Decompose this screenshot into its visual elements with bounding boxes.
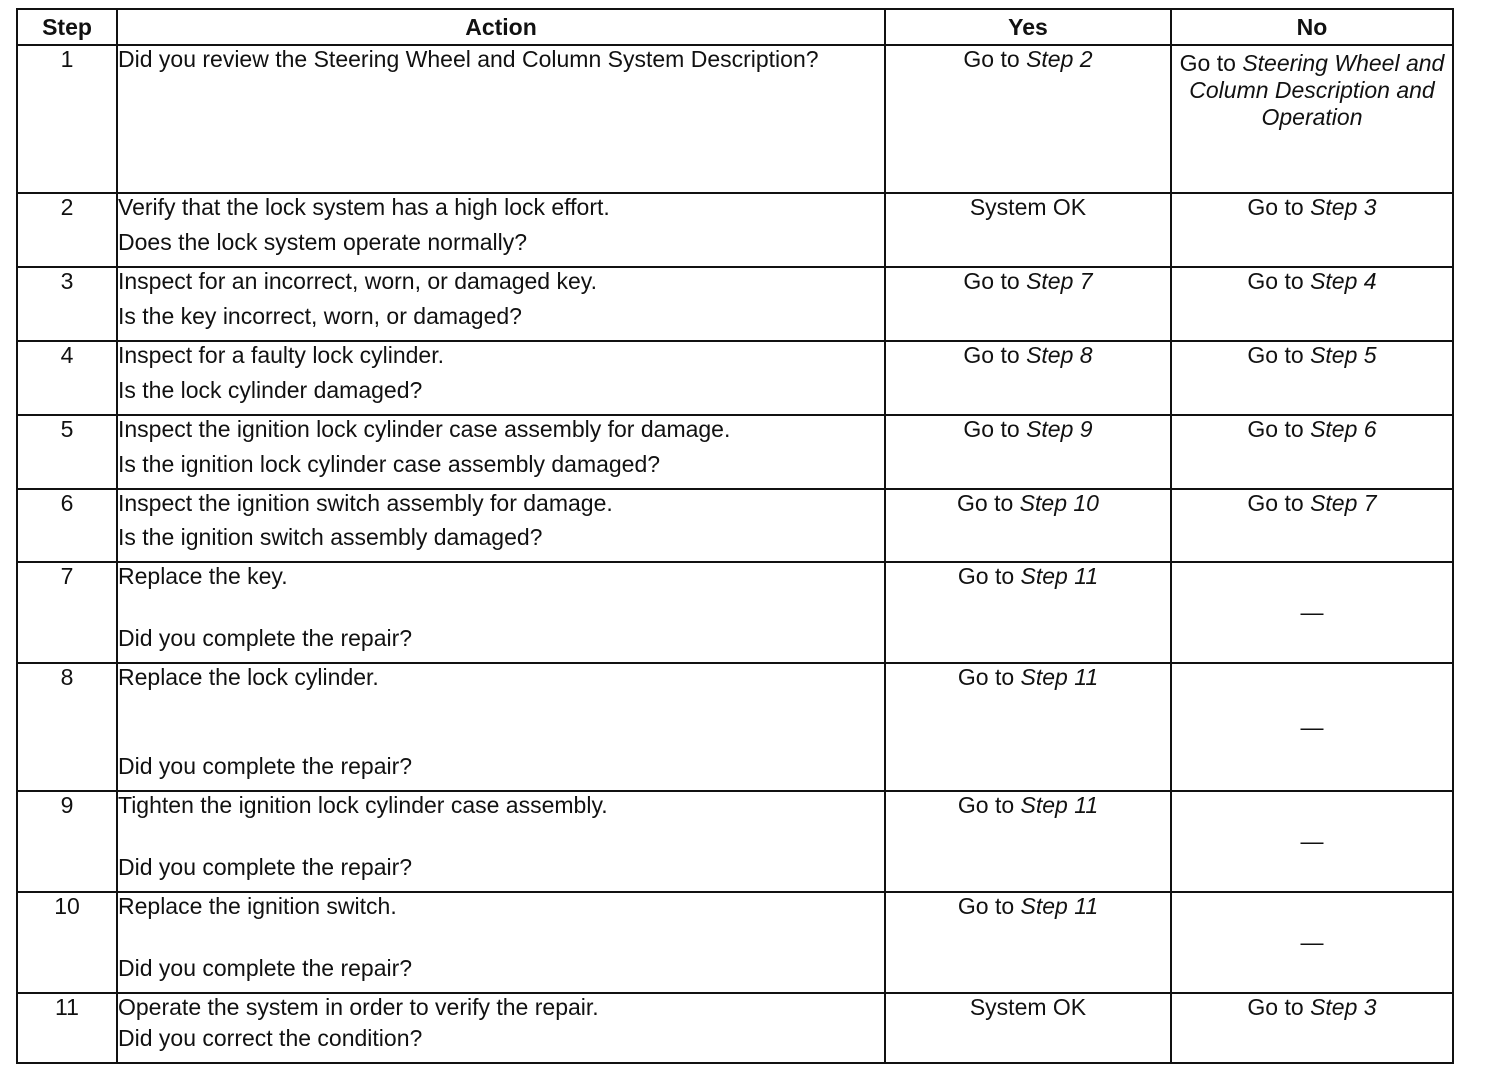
yes-goto-target[interactable]: Step 7 bbox=[1026, 268, 1093, 294]
yes-goto-prefix: Go to bbox=[957, 893, 1021, 919]
action-lines bbox=[118, 792, 884, 881]
table-row bbox=[17, 267, 1453, 341]
yes-result-cell bbox=[885, 489, 1171, 562]
yes-goto-prefix: Go to bbox=[957, 664, 1021, 690]
action-instruction: Verify that the lock system has a high lock effort. bbox=[118, 194, 610, 220]
action-question: Does the lock system operate normally? bbox=[118, 229, 528, 255]
action-instruction: Replace the key. bbox=[118, 563, 288, 589]
header-yes: Yes bbox=[885, 9, 1171, 45]
step-number: 2 bbox=[60, 194, 74, 220]
yes-result-cell bbox=[885, 415, 1171, 489]
yes-result-cell bbox=[885, 892, 1171, 993]
yes-goto-prefix: Go to bbox=[963, 342, 1027, 368]
table-row bbox=[17, 993, 1453, 1063]
action-instruction: Replace the lock cylinder. bbox=[118, 664, 379, 690]
yes-result-cell bbox=[885, 341, 1171, 415]
step-number-cell bbox=[17, 791, 117, 892]
step-number: 9 bbox=[60, 792, 74, 818]
no-result-cell bbox=[1171, 489, 1453, 562]
step-number-cell bbox=[17, 562, 117, 663]
yes-goto-prefix: Go to bbox=[957, 563, 1021, 589]
yes-goto-prefix: Go to bbox=[957, 490, 1020, 516]
yes-result-cell bbox=[885, 193, 1171, 267]
table-row bbox=[17, 489, 1453, 562]
action-lines bbox=[118, 994, 884, 1052]
yes-goto-prefix: Go to bbox=[963, 268, 1027, 294]
action-question: Is the key incorrect, worn, or damaged? bbox=[118, 303, 522, 329]
step-number: 5 bbox=[60, 416, 74, 442]
header-row bbox=[17, 9, 1453, 45]
no-goto-prefix: Go to bbox=[1179, 50, 1243, 76]
action-instruction: Inspect for an incorrect, worn, or damaged key. bbox=[118, 268, 597, 294]
yes-goto-target[interactable]: Step 8 bbox=[1026, 342, 1093, 368]
action-cell bbox=[117, 267, 885, 341]
action-cell bbox=[117, 193, 885, 267]
yes-goto-target[interactable]: Step 10 bbox=[1019, 490, 1099, 516]
step-number-cell bbox=[17, 45, 117, 193]
no-result-cell bbox=[1171, 45, 1453, 193]
action-cell bbox=[117, 415, 885, 489]
action-question: Did you complete the repair? bbox=[118, 854, 413, 880]
no-action-dash: — bbox=[1300, 929, 1324, 955]
action-instruction: Replace the ignition switch. bbox=[118, 893, 397, 919]
action-lines bbox=[118, 893, 884, 982]
step-number-cell bbox=[17, 341, 117, 415]
header-step: Step bbox=[17, 9, 117, 45]
action-cell bbox=[117, 341, 885, 415]
action-question: Is the lock cylinder damaged? bbox=[118, 377, 423, 403]
step-number: 4 bbox=[60, 342, 74, 368]
no-result-cell bbox=[1171, 791, 1453, 892]
yes-result-text: System OK bbox=[969, 194, 1087, 220]
action-lines bbox=[118, 194, 884, 256]
no-goto-target[interactable]: Step 6 bbox=[1310, 416, 1377, 442]
yes-goto-prefix: Go to bbox=[963, 416, 1027, 442]
action-cell bbox=[117, 892, 885, 993]
action-question: Is the ignition switch assembly damaged? bbox=[118, 524, 543, 550]
action-instruction: Did you review the Steering Wheel and Column System Description? bbox=[118, 46, 819, 72]
action-instruction: Inspect the ignition switch assembly for damage. bbox=[118, 490, 613, 516]
step-number: 3 bbox=[60, 268, 74, 294]
action-lines bbox=[118, 416, 884, 478]
yes-goto-target[interactable]: Step 11 bbox=[1020, 563, 1099, 589]
no-result-cell bbox=[1171, 267, 1453, 341]
step-number: 10 bbox=[54, 893, 80, 919]
action-question: Did you complete the repair? bbox=[118, 955, 413, 981]
no-result-cell bbox=[1171, 193, 1453, 267]
no-result-cell bbox=[1171, 341, 1453, 415]
no-goto-prefix: Go to bbox=[1247, 268, 1311, 294]
no-action-dash: — bbox=[1300, 713, 1324, 740]
no-goto-prefix: Go to bbox=[1247, 416, 1311, 442]
no-goto-target[interactable]: Step 5 bbox=[1310, 342, 1377, 368]
yes-goto-target[interactable]: Step 2 bbox=[1026, 46, 1093, 72]
yes-result-text: System OK bbox=[969, 994, 1087, 1020]
no-goto-target[interactable]: Step 7 bbox=[1310, 490, 1377, 516]
no-goto-prefix: Go to bbox=[1247, 342, 1311, 368]
action-lines bbox=[118, 268, 884, 330]
action-lines bbox=[118, 46, 884, 182]
step-number: 11 bbox=[55, 994, 79, 1020]
action-lines bbox=[118, 664, 884, 780]
yes-result-cell bbox=[885, 791, 1171, 892]
action-cell bbox=[117, 45, 885, 193]
yes-goto-target[interactable]: Step 11 bbox=[1020, 792, 1099, 818]
table-row bbox=[17, 562, 1453, 663]
action-cell bbox=[117, 562, 885, 663]
action-question: Did you complete the repair? bbox=[118, 625, 413, 651]
action-cell bbox=[117, 663, 885, 791]
yes-goto-target[interactable]: Step 9 bbox=[1026, 416, 1093, 442]
action-cell bbox=[117, 489, 885, 562]
table-row bbox=[17, 415, 1453, 489]
table-row bbox=[17, 892, 1453, 993]
step-number-cell bbox=[17, 415, 117, 489]
step-number-cell bbox=[17, 267, 117, 341]
table-row bbox=[17, 193, 1453, 267]
no-goto-prefix: Go to bbox=[1247, 994, 1311, 1020]
yes-goto-target[interactable]: Step 11 bbox=[1020, 893, 1099, 919]
no-goto-target[interactable]: Step 3 bbox=[1310, 194, 1377, 220]
table-row bbox=[17, 663, 1453, 791]
yes-result-cell bbox=[885, 562, 1171, 663]
action-instruction: Inspect for a faulty lock cylinder. bbox=[118, 342, 444, 368]
step-number-cell bbox=[17, 892, 117, 993]
no-action-dash: — bbox=[1300, 599, 1324, 625]
no-goto-target[interactable]: Step 3 bbox=[1310, 994, 1377, 1020]
yes-goto-prefix: Go to bbox=[957, 792, 1021, 818]
step-number: 7 bbox=[60, 563, 74, 589]
action-instruction: Operate the system in order to verify the repair. bbox=[118, 994, 599, 1020]
step-number-cell bbox=[17, 193, 117, 267]
yes-result-cell bbox=[885, 45, 1171, 193]
yes-result-cell bbox=[885, 267, 1171, 341]
header-no: No bbox=[1171, 9, 1453, 45]
action-question: Is the ignition lock cylinder case assembly damaged? bbox=[118, 451, 661, 477]
step-number-cell bbox=[17, 663, 117, 791]
action-cell bbox=[117, 993, 885, 1063]
step-number-cell bbox=[17, 993, 117, 1063]
no-goto-target[interactable]: Steering Wheel and Column Description and Operation bbox=[1189, 50, 1445, 130]
action-lines bbox=[118, 490, 884, 551]
action-lines bbox=[118, 342, 884, 404]
no-result-cell bbox=[1171, 663, 1453, 791]
table-body bbox=[17, 45, 1453, 1063]
no-goto-target[interactable]: Step 4 bbox=[1310, 268, 1377, 294]
yes-result-cell bbox=[885, 993, 1171, 1063]
table-row bbox=[17, 791, 1453, 892]
no-result-cell bbox=[1171, 562, 1453, 663]
action-instruction: Tighten the ignition lock cylinder case assembly. bbox=[118, 792, 608, 818]
diagnostic-table bbox=[16, 8, 1454, 1064]
yes-goto-prefix: Go to bbox=[963, 46, 1027, 72]
action-cell bbox=[117, 791, 885, 892]
no-result-cell bbox=[1171, 415, 1453, 489]
table-row bbox=[17, 45, 1453, 193]
step-number: 6 bbox=[60, 490, 74, 516]
step-number: 8 bbox=[60, 664, 74, 690]
yes-goto-target[interactable]: Step 11 bbox=[1020, 664, 1099, 690]
no-result-cell bbox=[1171, 993, 1453, 1063]
action-question: Did you correct the condition? bbox=[118, 1025, 423, 1051]
no-goto-prefix: Go to bbox=[1247, 490, 1311, 516]
table-row bbox=[17, 341, 1453, 415]
no-result-cell bbox=[1171, 892, 1453, 993]
yes-result-cell bbox=[885, 663, 1171, 791]
action-question: Did you complete the repair? bbox=[118, 753, 413, 779]
header-action: Action bbox=[117, 9, 885, 45]
action-lines bbox=[118, 563, 884, 652]
step-number: 1 bbox=[60, 46, 74, 72]
no-action-dash: — bbox=[1300, 828, 1324, 854]
action-instruction: Inspect the ignition lock cylinder case assembly for damage. bbox=[118, 416, 731, 442]
step-number-cell bbox=[17, 489, 117, 562]
no-goto-prefix: Go to bbox=[1247, 194, 1311, 220]
